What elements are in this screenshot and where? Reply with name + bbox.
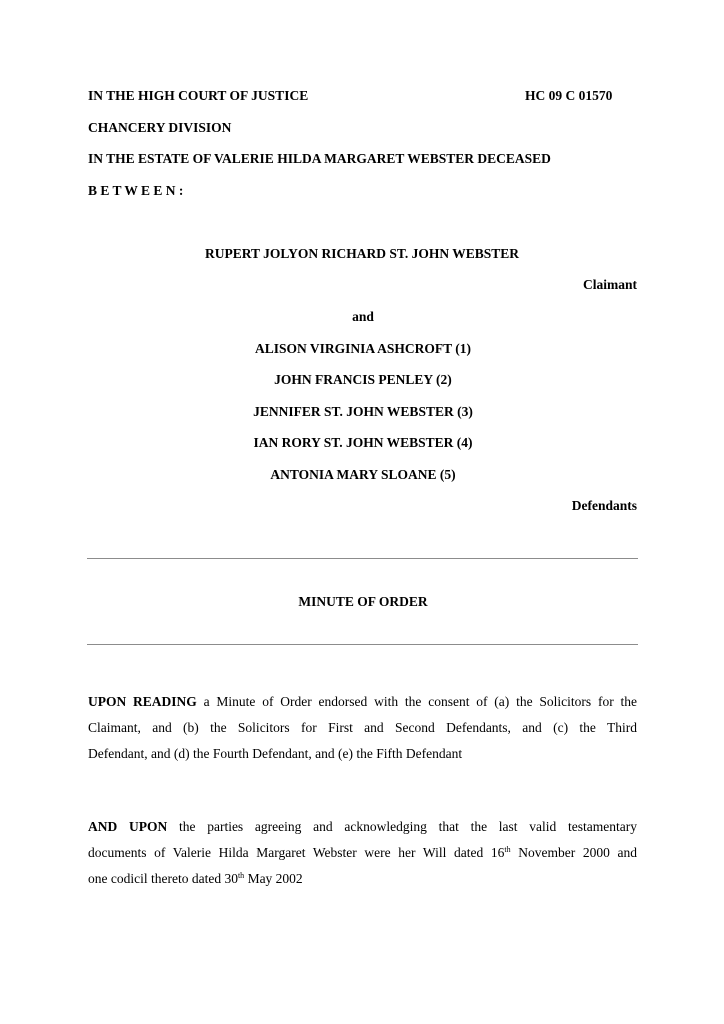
will-date-ordinal: th	[504, 845, 511, 854]
defendant-2: JOHN FRANCIS PENLEY (2)	[274, 372, 452, 387]
top-divider	[87, 558, 638, 559]
and-upon-line-3	[88, 866, 637, 892]
upon-reading-line-2: Claimant, and (b) the Solicitors for First and Second Defendants, and (c) the Third	[88, 720, 637, 735]
upon-reading-lead: UPON READING	[88, 694, 197, 709]
upon-reading-line-1	[88, 689, 637, 715]
defendant-1: ALISON VIRGINIA ASHCROFT (1)	[255, 341, 471, 356]
will-date-text: documents of Valerie Hilda Margaret Webster were her Will dated 16	[88, 845, 505, 860]
upon-reading-text-1: a Minute of Order endorsed with the consent of (a) the Solicitors for the	[196, 694, 637, 709]
upon-reading-line-3: Defendant, and (d) the Fourth Defendant, and (e) the Fifth Defendant	[88, 746, 463, 761]
upon-reading-paragraph	[88, 689, 637, 767]
document-title: MINUTE OF ORDER	[298, 594, 428, 609]
defendant-4: IAN RORY ST. JOHN WEBSTER (4)	[253, 435, 473, 450]
division-name: CHANCERY DIVISION	[88, 120, 232, 135]
and-upon-text-1: the parties agreeing and acknowledging that the last valid testamentary	[167, 819, 637, 834]
claim-number: HC 09 C 01570	[525, 88, 613, 103]
and-upon-paragraph	[88, 814, 637, 892]
codicil-date-ordinal: th	[237, 871, 245, 880]
and-label: and	[352, 309, 374, 324]
claimant-name	[88, 246, 636, 262]
codicil-date-text: one codicil thereto dated 30	[88, 871, 238, 886]
and-upon-line-2	[88, 840, 637, 866]
court-name: IN THE HIGH COURT OF JUSTICE	[88, 88, 309, 103]
defendant-3: JENNIFER ST. JOHN WEBSTER (3)	[253, 404, 473, 419]
between-label: B E T W E E N :	[88, 183, 184, 198]
codicil-date-month: May 2002	[244, 871, 303, 886]
estate-heading: IN THE ESTATE OF VALERIE HILDA MARGARET WEBSTER DECEASED	[88, 151, 551, 166]
and-upon-line-1	[88, 814, 637, 840]
will-date-month: November 2000 and	[510, 845, 637, 860]
claimant-name-text: RUPERT JOLYON RICHARD ST. JOHN WEBSTER	[204, 246, 520, 261]
bottom-divider	[87, 644, 638, 645]
defendant-5: ANTONIA MARY SLOANE (5)	[270, 467, 456, 482]
defendants-label: Defendants	[571, 498, 637, 513]
claimant-label: Claimant	[583, 277, 637, 292]
and-upon-lead: AND UPON	[88, 819, 168, 834]
